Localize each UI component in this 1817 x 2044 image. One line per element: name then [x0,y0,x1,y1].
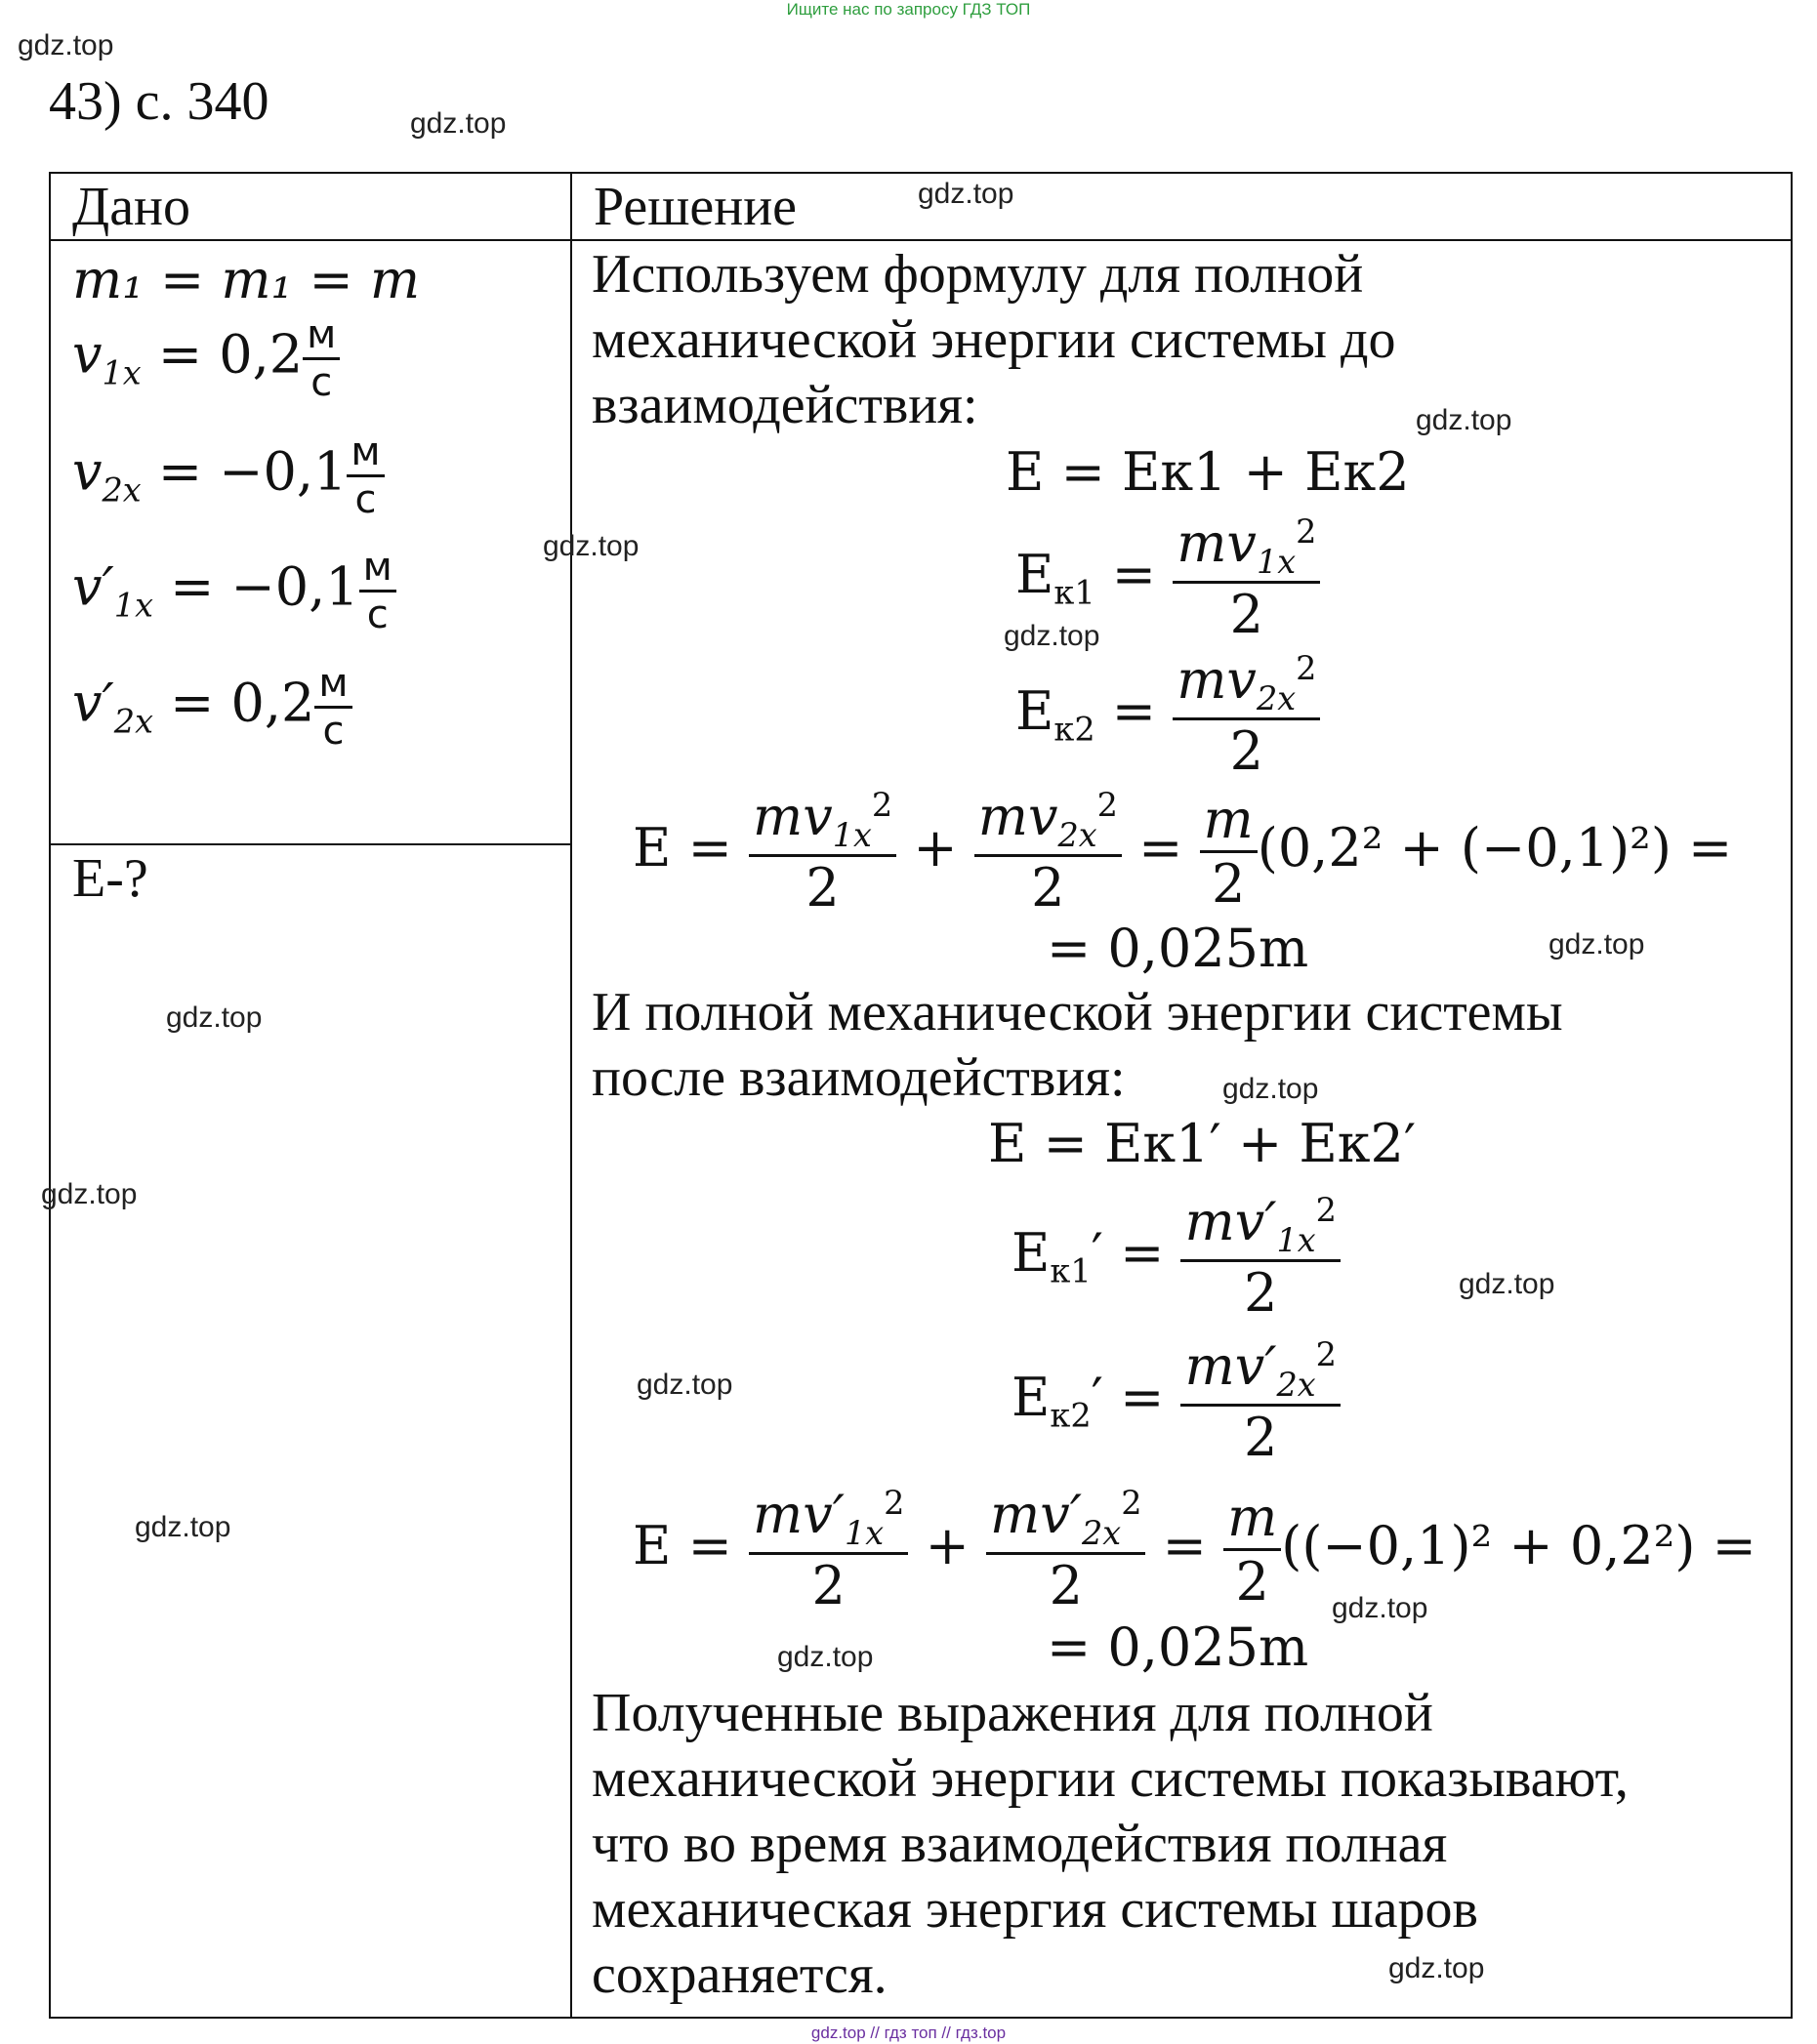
watermark: gdz.top [1459,1268,1555,1300]
formula-Ek2: $E_{к2}$ = $\frac{mv_{2x}^2}{2}$ [1015,649,1320,782]
result-before: = 0,025m [1047,918,1309,979]
text-line: что во время взаимодействия полная [592,1814,1448,1874]
text-line: механической энергии системы до [592,309,1396,370]
given-v1x-prime: $v'_{1x} = -0,1$ $\frac{м}{с}$ [72,545,396,637]
watermark: gdz.top [543,530,640,562]
formula-Ek2-prime: $E_{к2}'$ = $\frac{mv'_{2x}^2}{2}$ [1012,1335,1341,1468]
given-mass: m₁ = m₁ = m [72,249,421,310]
watermark: gdz.top [918,178,1014,210]
intro-text [592,242,1396,438]
text-line: Используем формулу для полной [592,244,1364,305]
solution-header: Решение [594,177,798,237]
watermark: gdz.top [777,1641,874,1673]
given-header: Дано [72,177,191,237]
watermark: gdz.top [18,29,114,61]
table-header-border [49,239,1793,241]
formula-Ek1-prime: $E_{к1}'$ = $\frac{mv'_{1x}^2}{2}$ [1012,1191,1341,1324]
v2x-prime-value: 0,2 [230,672,315,734]
unit-fraction: $\frac{м}{с}$ [314,661,351,754]
text-line: сохраняется. [592,1944,888,2005]
table-bottom-border [49,2017,1793,2019]
watermark: gdz.top [135,1511,231,1543]
text-line: Полученные выражения для полной [592,1683,1433,1743]
v2x-value: −0,1 [219,440,348,503]
text-line: механической энергии системы показывают, [592,1748,1629,1809]
find-label: E-? [72,848,148,909]
table-right-border [1791,172,1793,2019]
text-line: взаимодействия: [592,375,978,435]
calc-before-tail: (0,2² + (−0,1)²) = [1257,816,1733,879]
footer-links: gdz.top // гдз топ // гдз.top [810,2024,1007,2042]
calc-after: E = $\frac{mv'_{1x}^2}{2}$ + $\frac{mv'_{2x}^2}{2}$ = $\frac{m}{2}$ ((−0,1)² + 0,2²) = [633,1484,1756,1616]
unit-fraction: $\frac{м}{с}$ [347,429,384,522]
table-left-border [49,172,51,2019]
unit-fraction: $\frac{м}{с}$ [303,312,340,405]
formula-Ek1: $E_{к1}$ = $\frac{mv_{1x}^2}{2}$ [1015,512,1320,645]
unit-fraction: $\frac{м}{с}$ [359,545,396,637]
result-after: = 0,025m [1047,1616,1309,1678]
watermark: gdz.top [637,1369,733,1401]
table-middle-border [570,172,572,2019]
formula-E-after: E = Eк1′ + Eк2′ [988,1113,1417,1174]
after-text [592,980,1563,1111]
text-line: И полной механической энергии системы [592,982,1563,1042]
v1x-value: 0,2 [219,323,304,386]
given-v2x: $v_{2x} = -0,1$ $\frac{м}{с}$ [72,429,385,522]
watermark: gdz.top [1004,620,1100,652]
formula-E-before: E = Eк1 + Eк2 [1006,441,1410,503]
watermark: gdz.top [166,1002,263,1034]
watermark: gdz.top [1222,1073,1319,1105]
table-top-border [49,172,1793,174]
given-v1x: $v_{1x} = 0,2$ $\frac{м}{с}$ [72,312,340,405]
task-number: 43) с. 340 [49,71,269,132]
calc-before: E = $\frac{mv_{1x}^2}{2}$ + $\frac{mv_{2x}^2}{2}$ = $\frac{m}{2}$ (0,2² + (−0,1)²) = [633,786,1733,919]
watermark: gdz.top [410,107,507,140]
given-v2x-prime: $v'_{2x} = 0,2$ $\frac{м}{с}$ [72,661,352,754]
watermark: gdz.top [1332,1592,1428,1624]
watermark: gdz.top [1388,1952,1485,1984]
watermark: gdz.top [41,1178,138,1210]
calc-after-tail: ((−0,1)² + 0,2²) = [1281,1514,1756,1576]
watermark: gdz.top [1549,928,1645,961]
top-banner: Ищите нас по запросу ГДЗ ТОП [786,0,1031,19]
text-line: после взаимодействия: [592,1047,1126,1108]
v1x-prime-value: −0,1 [230,555,359,618]
given-find-divider [49,843,572,845]
text-line: механическая энергия системы шаров [592,1879,1478,1940]
watermark: gdz.top [1416,404,1512,436]
